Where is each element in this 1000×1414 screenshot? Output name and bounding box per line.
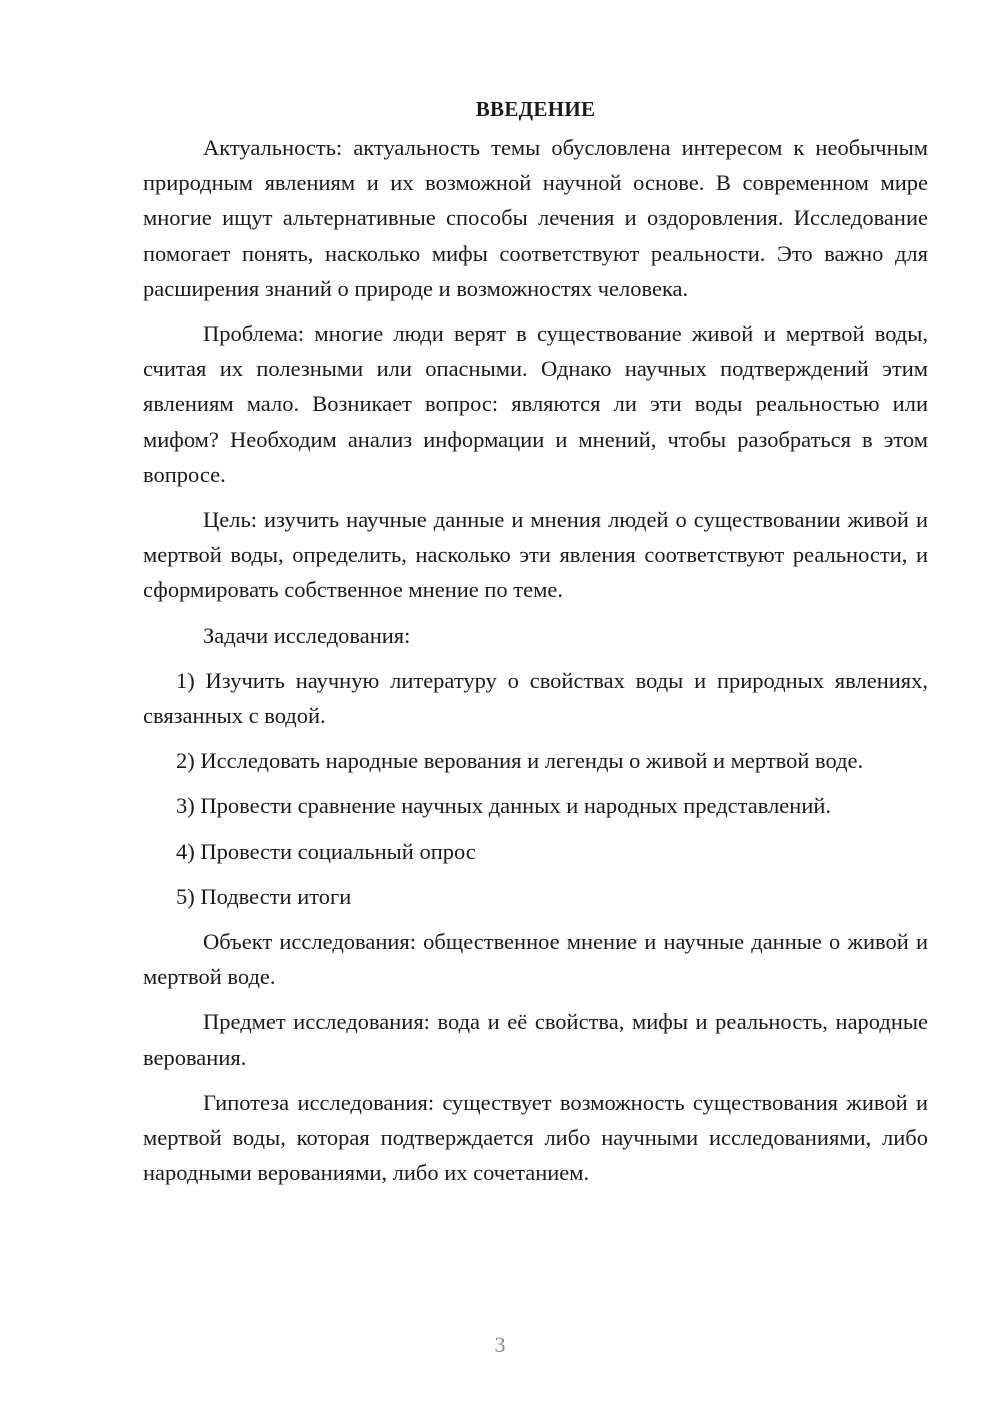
relevance-paragraph: Актуальность: актуальность темы обусловлена интересом к необычным природным явлениям и их возможной научной основе. В современном мире многие ищут альтернативные способы лечения и оздоровления. Исследование помогает понять, насколько мифы соответствуют реальности. Это важно для расширения знаний о природе и возможностях человека. [143,135,928,301]
problem-paragraph: Проблема: многие люди верят в существование живой и мертвой воды, считая их полезными или опасными. Однако научных подтверждений этим явлениям мало. Возникает вопрос: являются ли эти воды реальностью или мифом? Необходим анализ информации и мнений, чтобы разобраться в этом вопросе. [143,321,928,487]
object-paragraph: Объект исследования: общественное мнение и научные данные о живой и мертвой воде. [143,929,928,990]
document-body [143,92,928,1200]
tasks-heading: Задачи исследования: [203,622,411,648]
task-item: 5) Подвести итоги [176,883,352,909]
task-item: 2) Исследовать народные верования и легенды о живой и мертвой воде. [176,748,864,774]
hypothesis-paragraph: Гипотеза исследования: существует возможность существования живой и мертвой воды, которая подтверждается либо научными исследованиями, либо народными верованиями, либо их сочетанием. [143,1089,928,1186]
task-item: 4) Провести социальный опрос [176,838,476,864]
subject-paragraph: Предмет исследования: вода и её свойства, мифы и реальность, народные верования. [143,1009,928,1070]
section-title: ВВЕДЕНИЕ [475,97,596,121]
task-item: 3) Провести сравнение научных данных и народных представлений. [176,793,832,819]
task-item: 1) Изучить научную литературу о свойствах воды и природных явлениях, связанных с водой. [143,667,928,729]
page-number: 3 [494,1332,506,1357]
goal-paragraph: Цель: изучить научные данные и мнения людей о существовании живой и мертвой воды, определить, насколько эти явления соответствуют реальности, и сформировать собственное мнение по теме. [143,507,928,603]
